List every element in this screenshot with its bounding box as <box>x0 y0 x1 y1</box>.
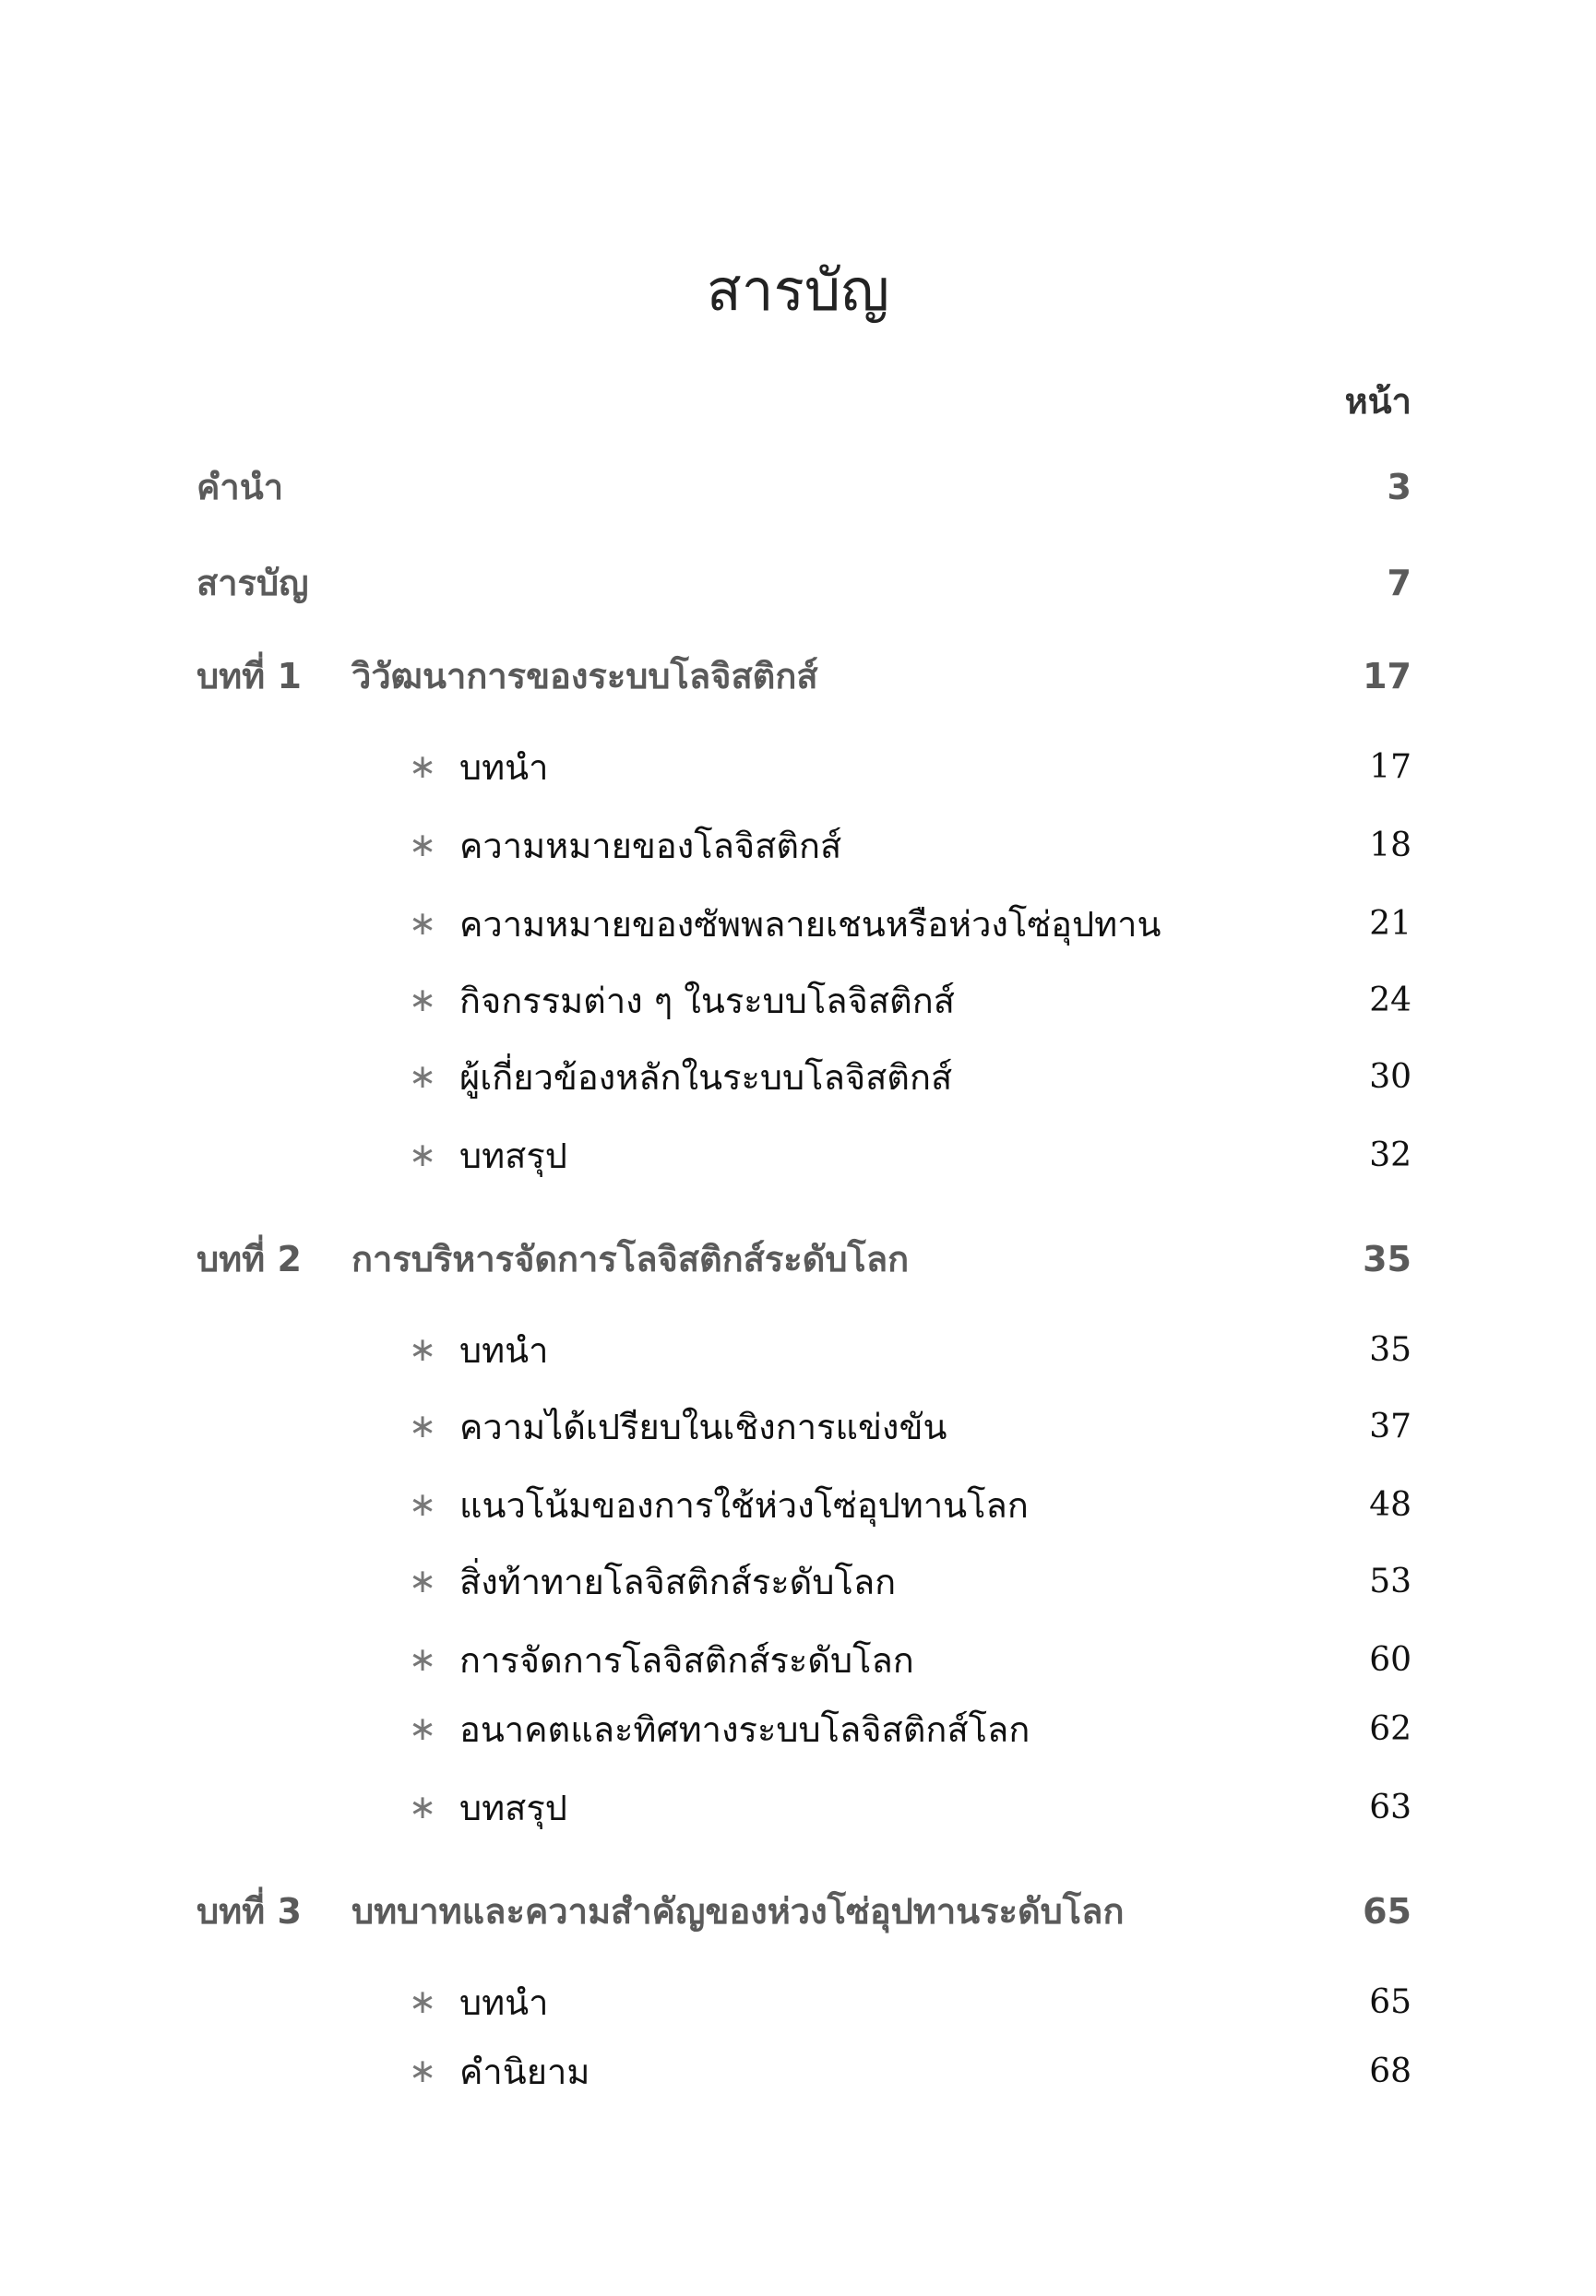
item-label: แนวโน้มของการใช้ห่วงโซ่อุปทานโลก <box>459 1485 1029 1526</box>
item-page: 21 <box>1369 905 1411 943</box>
asterisk-bullet-icon: ∗ <box>409 1136 437 1174</box>
chapter-page: 35 <box>1363 1239 1411 1279</box>
asterisk-bullet-icon: ∗ <box>409 981 437 1019</box>
item-label: บทนำ <box>459 1982 549 2023</box>
item-page: 30 <box>1369 1058 1411 1096</box>
entry-label: คำนำ <box>197 467 284 507</box>
item-label: บทสรุป <box>459 1788 567 1828</box>
toc-item[interactable] <box>0 971 1596 1030</box>
item-page: 63 <box>1369 1789 1411 1826</box>
item-page: 24 <box>1369 981 1411 1019</box>
toc-item[interactable] <box>0 1321 1596 1380</box>
item-page: 18 <box>1369 827 1411 864</box>
item-label: บทนำ <box>459 747 549 788</box>
entry-page: 7 <box>1387 563 1411 603</box>
asterisk-bullet-icon: ∗ <box>409 827 437 864</box>
item-label: ความได้เปรียบในเชิงการแข่งขัน <box>459 1407 947 1447</box>
asterisk-bullet-icon: ∗ <box>409 1641 437 1679</box>
toc-item[interactable] <box>0 1048 1596 1107</box>
toc-entry-contents[interactable] <box>0 553 1596 613</box>
toc-item[interactable] <box>0 816 1596 875</box>
item-page: 60 <box>1369 1641 1411 1679</box>
chapter-title: บทบาทและความสำคัญของห่วงโซ่อุปทานระดับโลก <box>351 1891 1125 1932</box>
toc-chapter-1[interactable] <box>0 647 1596 706</box>
item-page: 37 <box>1369 1408 1411 1445</box>
item-label: บทสรุป <box>459 1136 567 1176</box>
item-page: 32 <box>1369 1136 1411 1174</box>
asterisk-bullet-icon: ∗ <box>409 1563 437 1600</box>
item-page: 17 <box>1369 748 1411 786</box>
toc-item[interactable] <box>0 1398 1596 1457</box>
item-page: 35 <box>1369 1331 1411 1369</box>
toc-item[interactable] <box>0 738 1596 797</box>
item-page: 48 <box>1369 1486 1411 1524</box>
chapter-page: 17 <box>1363 656 1411 696</box>
toc-item[interactable] <box>0 1631 1596 1690</box>
page-title: สารบัญ <box>706 256 890 324</box>
item-page: 53 <box>1369 1563 1411 1600</box>
asterisk-bullet-icon: ∗ <box>409 748 437 786</box>
chapter-label: บทที่ 3 <box>197 1891 302 1932</box>
item-label: คำนิยาม <box>459 2052 590 2092</box>
item-page: 62 <box>1369 1710 1411 1748</box>
toc-item[interactable] <box>0 1779 1596 1838</box>
entry-page: 3 <box>1387 467 1411 507</box>
asterisk-bullet-icon: ∗ <box>409 905 437 943</box>
chapter-label: บทที่ 2 <box>197 1239 302 1279</box>
asterisk-bullet-icon: ∗ <box>409 1710 437 1748</box>
item-label: การจัดการโลจิสติกส์ระดับโลก <box>459 1640 914 1681</box>
asterisk-bullet-icon: ∗ <box>409 2052 437 2090</box>
asterisk-bullet-icon: ∗ <box>409 1486 437 1524</box>
toc-item[interactable] <box>0 2042 1596 2101</box>
toc-item[interactable] <box>0 1700 1596 1759</box>
toc-item[interactable] <box>0 895 1596 954</box>
toc-item[interactable] <box>0 1476 1596 1535</box>
toc-item[interactable] <box>0 1126 1596 1185</box>
toc-item[interactable] <box>0 1973 1596 2032</box>
item-label: อนาคตและทิศทางระบบโลจิสติกส์โลก <box>459 1709 1030 1750</box>
toc-chapter-3[interactable] <box>0 1882 1596 1941</box>
page-column-header: หน้า <box>1344 381 1411 422</box>
toc-chapter-2[interactable] <box>0 1230 1596 1289</box>
item-label: ผู้เกี่ยวข้องหลักในระบบโลจิสติกส์ <box>459 1057 953 1098</box>
asterisk-bullet-icon: ∗ <box>409 1789 437 1826</box>
chapter-title: การบริหารจัดการโลจิสติกส์ระดับโลก <box>351 1239 910 1279</box>
item-label: สิ่งท้าทายโลจิสติกส์ระดับโลก <box>459 1562 897 1602</box>
asterisk-bullet-icon: ∗ <box>409 1331 437 1369</box>
asterisk-bullet-icon: ∗ <box>409 1983 437 2021</box>
item-label: กิจกรรมต่าง ๆ ในระบบโลจิสติกส์ <box>459 981 955 1021</box>
asterisk-bullet-icon: ∗ <box>409 1408 437 1445</box>
item-page: 68 <box>1369 2052 1411 2090</box>
toc-entry-preface[interactable] <box>0 458 1596 517</box>
item-page: 65 <box>1369 1983 1411 2021</box>
item-label: ความหมายของโลจิสติกส์ <box>459 826 842 866</box>
item-label: บทนำ <box>459 1330 549 1371</box>
chapter-page: 65 <box>1363 1891 1411 1932</box>
toc-item[interactable] <box>0 1552 1596 1612</box>
item-label: ความหมายของซัพพลายเชนหรือห่วงโซ่อุปทาน <box>459 904 1161 945</box>
chapter-title: วิวัฒนาการของระบบโลจิสติกส์ <box>351 656 818 696</box>
chapter-label: บทที่ 1 <box>197 656 302 696</box>
entry-label: สารบัญ <box>197 563 309 603</box>
asterisk-bullet-icon: ∗ <box>409 1058 437 1096</box>
